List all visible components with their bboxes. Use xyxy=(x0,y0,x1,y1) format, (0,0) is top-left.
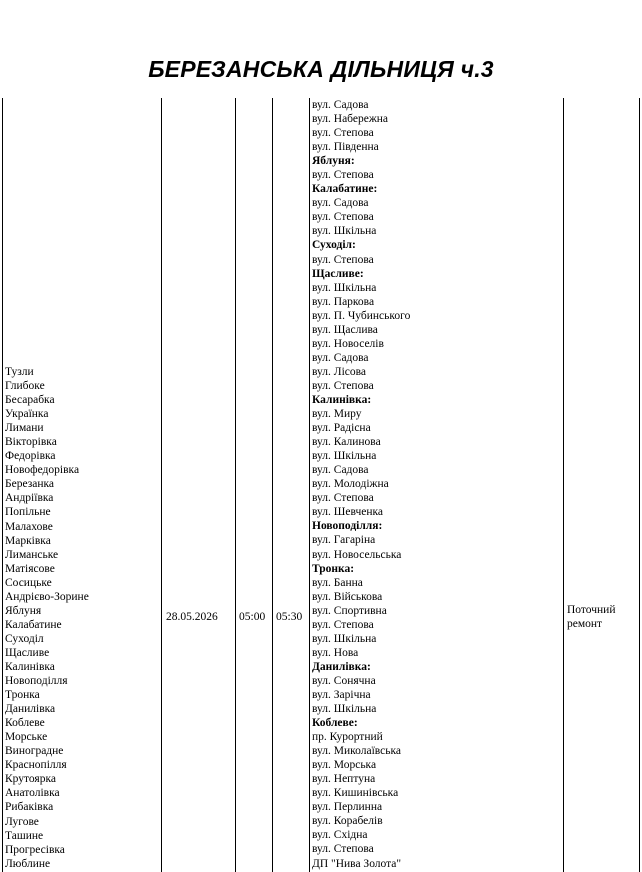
street-item: вул. Калинова xyxy=(312,436,381,449)
column-divider-5 xyxy=(563,98,564,872)
village-item: Матіясове xyxy=(5,562,55,575)
street-item: вул. Степова xyxy=(312,211,374,224)
end-time-cell: 05:30 xyxy=(276,611,303,623)
village-item: Лиманське xyxy=(5,548,59,561)
village-item: Тронка xyxy=(5,689,40,702)
street-item: вул. Перлинна xyxy=(312,801,383,814)
street-item: вул. Степова xyxy=(312,379,374,392)
street-item: вул. Миколаївська xyxy=(312,745,402,758)
streets-cell xyxy=(312,98,410,871)
work-type-cell: Поточний ремонт xyxy=(567,604,616,630)
settlement-heading: Калинівка: xyxy=(312,393,372,406)
street-item: вул. Лісова xyxy=(312,365,367,378)
village-item: Данилівка xyxy=(5,703,56,716)
village-item: Суходіл xyxy=(5,632,44,645)
village-item: Тузли xyxy=(5,366,34,378)
street-item: вул. Південна xyxy=(312,141,379,154)
street-item: вул. Східна xyxy=(312,829,368,842)
street-item: вул. Гагаріна xyxy=(312,534,376,547)
date-cell: 28.05.2026 xyxy=(166,611,218,623)
village-item: Бесарабка xyxy=(5,394,55,407)
street-item: вул. Шкільна xyxy=(312,632,377,645)
street-item: вул. Морська xyxy=(312,759,377,772)
street-item: вул. Набережна xyxy=(312,113,389,126)
street-item: вул. Паркова xyxy=(312,295,375,308)
village-item: Вікторівка xyxy=(5,436,57,449)
settlement-heading: Тронка: xyxy=(312,562,355,575)
village-item: Виноградне xyxy=(5,745,64,758)
street-item: вул. Молодіжна xyxy=(312,478,389,491)
street-item: вул. Новосельська xyxy=(312,548,402,561)
village-item: Прогресівка xyxy=(5,843,65,856)
street-item: вул. Шкільна xyxy=(312,703,377,716)
column-divider-4 xyxy=(309,98,310,872)
street-item: вул. Миру xyxy=(312,408,362,421)
column-divider-2 xyxy=(235,98,236,872)
street-item: вул. Радісна xyxy=(312,422,371,435)
street-item: вул. Степова xyxy=(312,843,374,856)
table-border-right xyxy=(639,98,640,872)
street-item: вул. Степова xyxy=(312,618,374,631)
village-item: Анатолівка xyxy=(5,787,60,800)
village-item: Коблеве xyxy=(5,717,45,730)
street-item: вул. Садова xyxy=(312,351,369,364)
column-divider-3 xyxy=(272,98,273,872)
street-item: пр. Курортний xyxy=(312,731,383,744)
village-item: Морське xyxy=(5,731,48,744)
village-item: Сосицьке xyxy=(5,576,52,589)
street-item: ДП "Нива Золота" xyxy=(312,857,402,870)
column-divider-1 xyxy=(161,98,162,872)
village-item: Ташине xyxy=(5,829,44,842)
street-item: вул. Шевченка xyxy=(312,506,384,519)
street-item: вул. Новоселів xyxy=(312,337,384,350)
village-item: Марківка xyxy=(5,534,51,547)
village-item: Лугове xyxy=(5,815,39,828)
street-item: вул. П. Чубинського xyxy=(312,309,411,322)
street-item: вул. Щаслива xyxy=(312,323,378,336)
start-time-cell: 05:00 xyxy=(239,611,266,623)
village-item: Андрієво-Зорине xyxy=(5,590,89,603)
settlement-heading: Новоподілля: xyxy=(312,520,383,533)
street-item: вул. Садова xyxy=(312,464,369,477)
street-item: вул. Корабелів xyxy=(312,815,383,828)
street-item: вул. Степова xyxy=(312,169,374,182)
village-item: Яблуня xyxy=(5,604,42,617)
settlement-heading: Яблуня: xyxy=(312,155,355,168)
village-item: Андріївка xyxy=(5,492,54,505)
table-border-left xyxy=(2,98,3,872)
page-title: БЕРЕЗАНСЬКА ДІЛЬНИЦЯ ч.3 xyxy=(148,56,494,82)
street-item: вул. Степова xyxy=(312,253,374,266)
settlement-heading: Щасливе: xyxy=(312,267,364,280)
street-item: вул. Спортивна xyxy=(312,604,387,617)
village-item: Федорівка xyxy=(5,450,56,463)
settlement-heading: Суходіл: xyxy=(312,239,356,252)
village-item: Українка xyxy=(5,408,49,421)
street-item: вул. Степова xyxy=(312,492,374,505)
settlement-heading: Данилівка: xyxy=(312,660,371,673)
village-item: Новоподілля xyxy=(5,675,68,688)
street-item: вул. Банна xyxy=(312,576,363,589)
village-item: Люблине xyxy=(5,857,51,870)
street-item: вул. Нептуна xyxy=(312,773,376,786)
street-item: вул. Степова xyxy=(312,127,374,140)
villages-cell xyxy=(5,365,89,871)
village-item: Глибоке xyxy=(5,380,45,393)
street-item: вул. Шкільна xyxy=(312,450,377,463)
village-item: Рибаківка xyxy=(5,801,54,814)
village-item: Малахове xyxy=(5,520,53,533)
village-item: Калинівка xyxy=(5,660,55,673)
street-item: вул. Нова xyxy=(312,646,359,659)
village-item: Березанка xyxy=(5,478,55,491)
settlement-heading: Калабатине: xyxy=(312,183,378,196)
village-item: Лимани xyxy=(5,422,44,435)
settlement-heading: Коблеве: xyxy=(312,717,358,730)
street-item: вул. Зарічна xyxy=(312,688,371,701)
village-item: Крутоярка xyxy=(5,773,56,786)
street-item: вул. Сонячна xyxy=(312,674,376,687)
street-item: вул. Військова xyxy=(312,590,383,603)
street-item: вул. Садова xyxy=(312,99,369,111)
village-item: Краснопілля xyxy=(5,759,67,772)
street-item: вул. Шкільна xyxy=(312,281,377,294)
village-item: Новофедорівка xyxy=(5,464,80,477)
street-item: вул. Шкільна xyxy=(312,225,377,238)
village-item: Щасливе xyxy=(5,646,50,659)
street-item: вул. Садова xyxy=(312,197,369,210)
street-item: вул. Кишинівська xyxy=(312,787,399,800)
schedule-table xyxy=(2,98,640,872)
village-item: Калабатине xyxy=(5,618,62,631)
village-item: Попільне xyxy=(5,506,51,519)
